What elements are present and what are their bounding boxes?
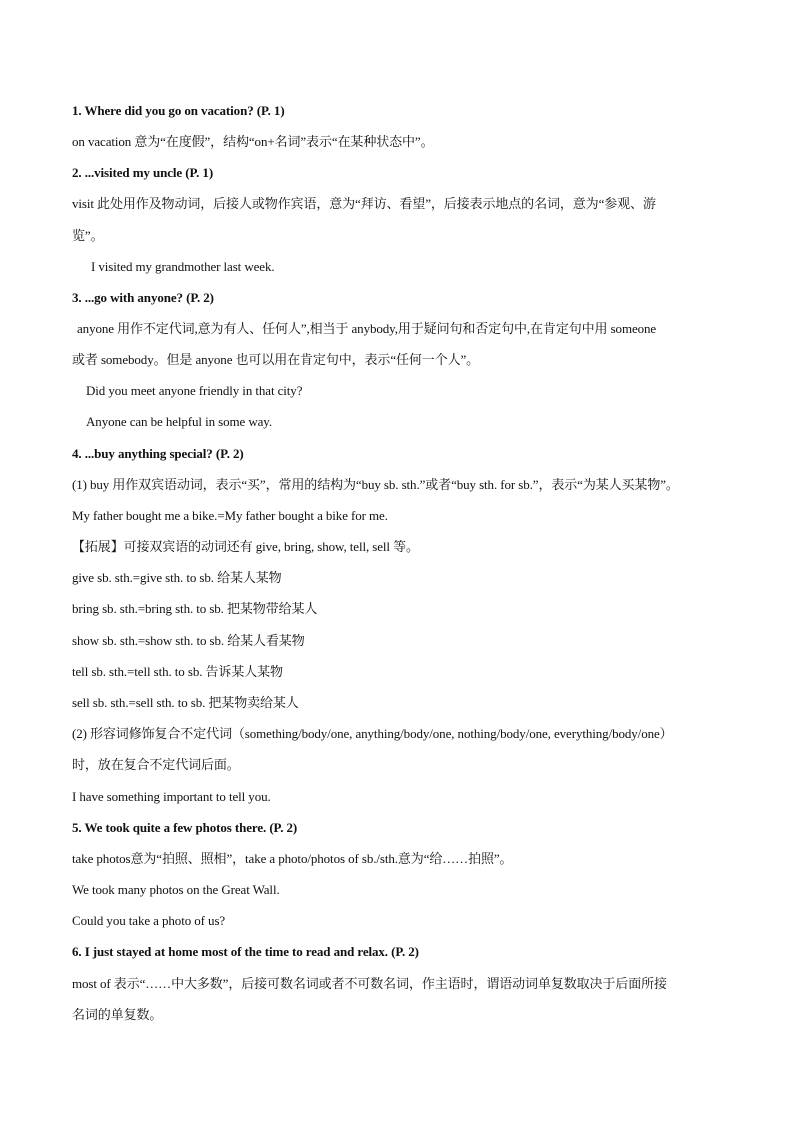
paragraph-6-line-1: most of 表示“……中大多数”，后接可数名词或者不可数名词，作主语时，谓语动词单复数取决于后面所接 xyxy=(72,976,667,991)
example-5a: We took many photos on the Great Wall. xyxy=(72,882,280,897)
example-2: I visited my grandmother last week. xyxy=(91,259,275,274)
paragraph-2-line-1: visit 此处用作及物动词，后接人或物作宾语，意为“拜访、看望”，后接表示地点的名词，意为“参观、游 xyxy=(72,196,656,211)
example-3a: Did you meet anyone friendly in that city? xyxy=(86,383,303,398)
example-4g: I have something important to tell you. xyxy=(72,789,271,804)
heading-1: 1. Where did you go on vacation? (P. 1) xyxy=(72,103,285,118)
example-4e: tell sb. sth.=tell sth. to sb. 告诉某人某物 xyxy=(72,664,283,679)
heading-6: 6. I just stayed at home most of the time to read and relax. (P. 2) xyxy=(72,944,419,959)
paragraph-5: take photos意为“拍照、照相”，take a photo/photos of sb./sth.意为“给……拍照”。 xyxy=(72,851,513,866)
paragraph-2-line-2: 览”。 xyxy=(72,228,104,243)
example-4a: My father bought me a bike.=My father bought a bike for me. xyxy=(72,508,388,523)
example-4c: bring sb. sth.=bring sth. to sb. 把某物带给某人 xyxy=(72,601,318,616)
example-4b: give sb. sth.=give sth. to sb. 给某人某物 xyxy=(72,570,282,585)
example-4f: sell sb. sth.=sell sth. to sb. 把某物卖给某人 xyxy=(72,695,299,710)
heading-2: 2. ...visited my uncle (P. 1) xyxy=(72,165,214,180)
paragraph-4-line-2: (2) 形容词修饰复合不定代词（something/body/one, anything/body/one, nothing/body/one, everything/body/one） xyxy=(72,726,673,741)
paragraph-3-line-1: anyone 用作不定代词,意为有人、任何人”,相当于 anybody,用于疑问句和否定句中,在肯定句中用 someone xyxy=(77,321,657,336)
paragraph-4-line-3: 时，放在复合不定代词后面。 xyxy=(72,757,240,772)
extension-note: 【拓展】可接双宾语的动词还有 give, bring, show, tell, sell 等。 xyxy=(72,539,419,554)
paragraph-3-line-2: 或者 somebody。但是 anyone 也可以用在肯定句中，表示“任何一个人”。 xyxy=(72,352,480,367)
heading-3: 3. ...go with anyone? (P. 2) xyxy=(72,290,214,305)
paragraph-4-line-1: (1) buy 用作双宾语动词，表示“买”，常用的结构为“buy sb. sth.”或者“buy sth. for sb.”，表示“为某人买某物”。 xyxy=(72,477,679,492)
heading-4: 4. ...buy anything special? (P. 2) xyxy=(72,446,244,461)
heading-5: 5. We took quite a few photos there. (P. 2) xyxy=(72,820,298,835)
example-3b: Anyone can be helpful in some way. xyxy=(86,414,273,429)
paragraph-6-line-2: 名词的单复数。 xyxy=(72,1007,163,1022)
example-5b: Could you take a photo of us? xyxy=(72,913,226,928)
paragraph-1: on vacation 意为“在度假”，结构“on+名词”表示“在某种状态中”。 xyxy=(72,134,434,149)
example-4d: show sb. sth.=show sth. to sb. 给某人看某物 xyxy=(72,633,305,648)
